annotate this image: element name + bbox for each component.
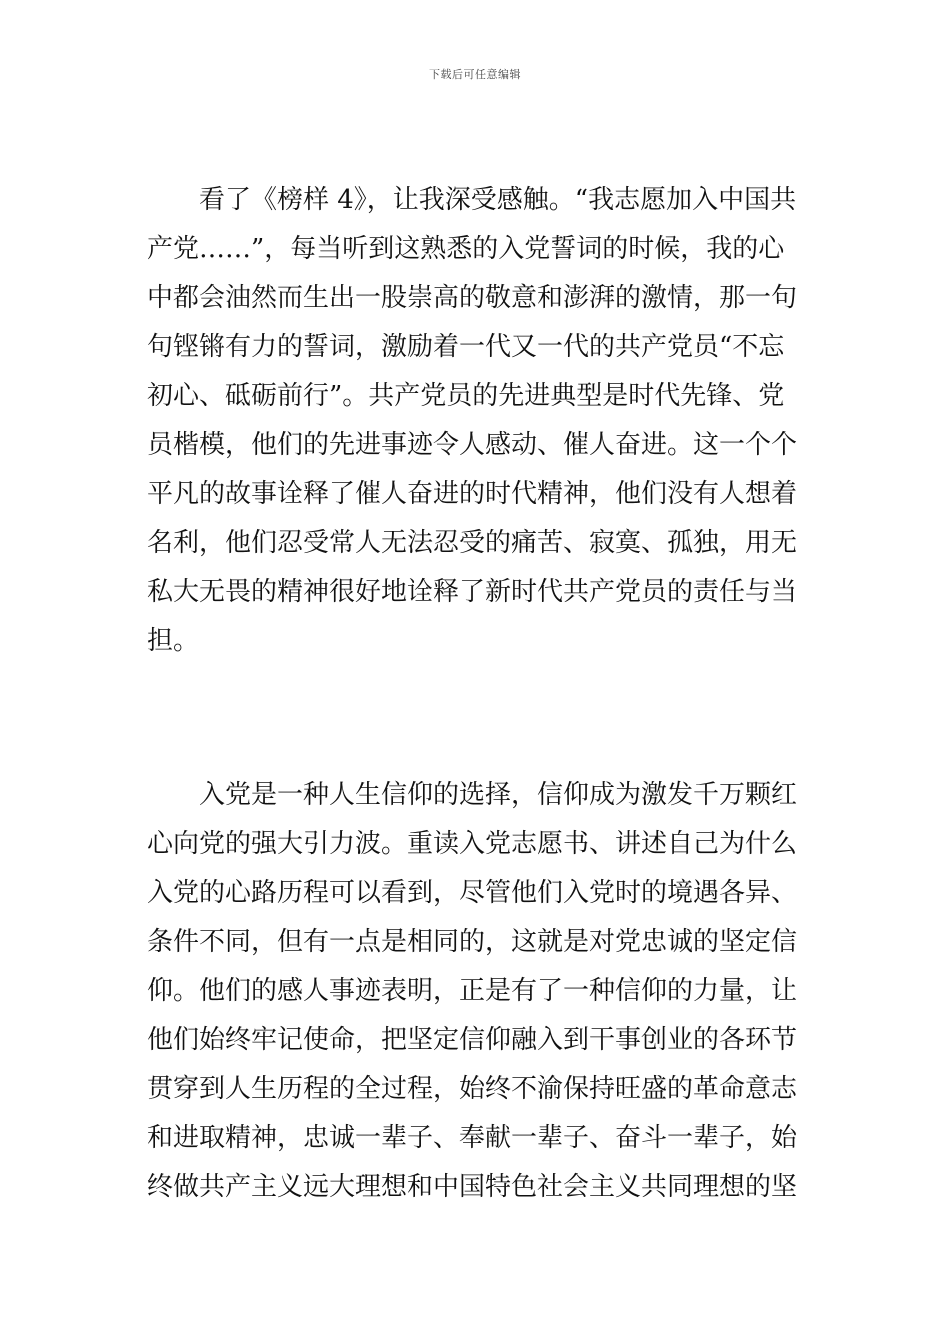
paragraph-line: 心向党的强大引力波。重读入党志愿书、讲述自己为什么 [147,829,798,859]
paragraph-line: 员楷模，他们的先进事迹令人感动、催人奋进。这一个个 [147,430,798,460]
paragraph-line: 私大无畏的精神很好地诠释了新时代共产党员的责任与当 [147,577,798,607]
paragraph-line: 和进取精神，忠诚一辈子、奉献一辈子、奋斗一辈子，始 [147,1123,798,1153]
paragraph-line: 担。 [147,626,200,656]
paragraph-line: 句铿锵有力的誓词，激励着一代又一代的共产党员“不忘 [147,332,785,362]
paragraph-2 [147,771,807,1212]
paragraph-line: 终做共产主义远大理想和中国特色社会主义共同理想的坚 [147,1172,798,1202]
paragraph-line: 入党的心路历程可以看到，尽管他们入党时的境遇各异、 [147,878,798,908]
paragraph-1 [147,176,807,666]
paragraph-line: 贯穿到人生历程的全过程，始终不渝保持旺盛的革命意志 [147,1074,798,1104]
paragraph-line: 仰。他们的感人事迹表明，正是有了一种信仰的力量，让 [147,976,798,1006]
paragraph-line: 入党是一种人生信仰的选择，信仰成为激发千万颗红 [199,780,798,810]
paragraph-line: 平凡的故事诠释了催人奋进的时代精神，他们没有人想着 [147,479,798,509]
paragraph-line: 中都会油然而生出一股崇高的敬意和澎湃的激情，那一句 [147,283,798,313]
paragraph-line: 产党……”，每当听到这熟悉的入党誓词的时候，我的心 [147,234,785,264]
paragraph-line: 条件不同，但有一点是相同的，这就是对党忠诚的坚定信 [147,927,798,957]
header-note: 下载后可任意编辑 [429,68,521,81]
paragraph-line: 初心、砥砺前行”。共产党员的先进典型是时代先锋、党 [147,381,785,411]
paragraph-line: 他们始终牢记使命，把坚定信仰融入到干事创业的各环节 [147,1025,798,1055]
paragraph-line: 看了《榜样 4》，让我深受感触。“我志愿加入中国共 [199,185,797,215]
paragraph-line: 名利，他们忍受常人无法忍受的痛苦、寂寞、孤独，用无 [147,528,798,558]
